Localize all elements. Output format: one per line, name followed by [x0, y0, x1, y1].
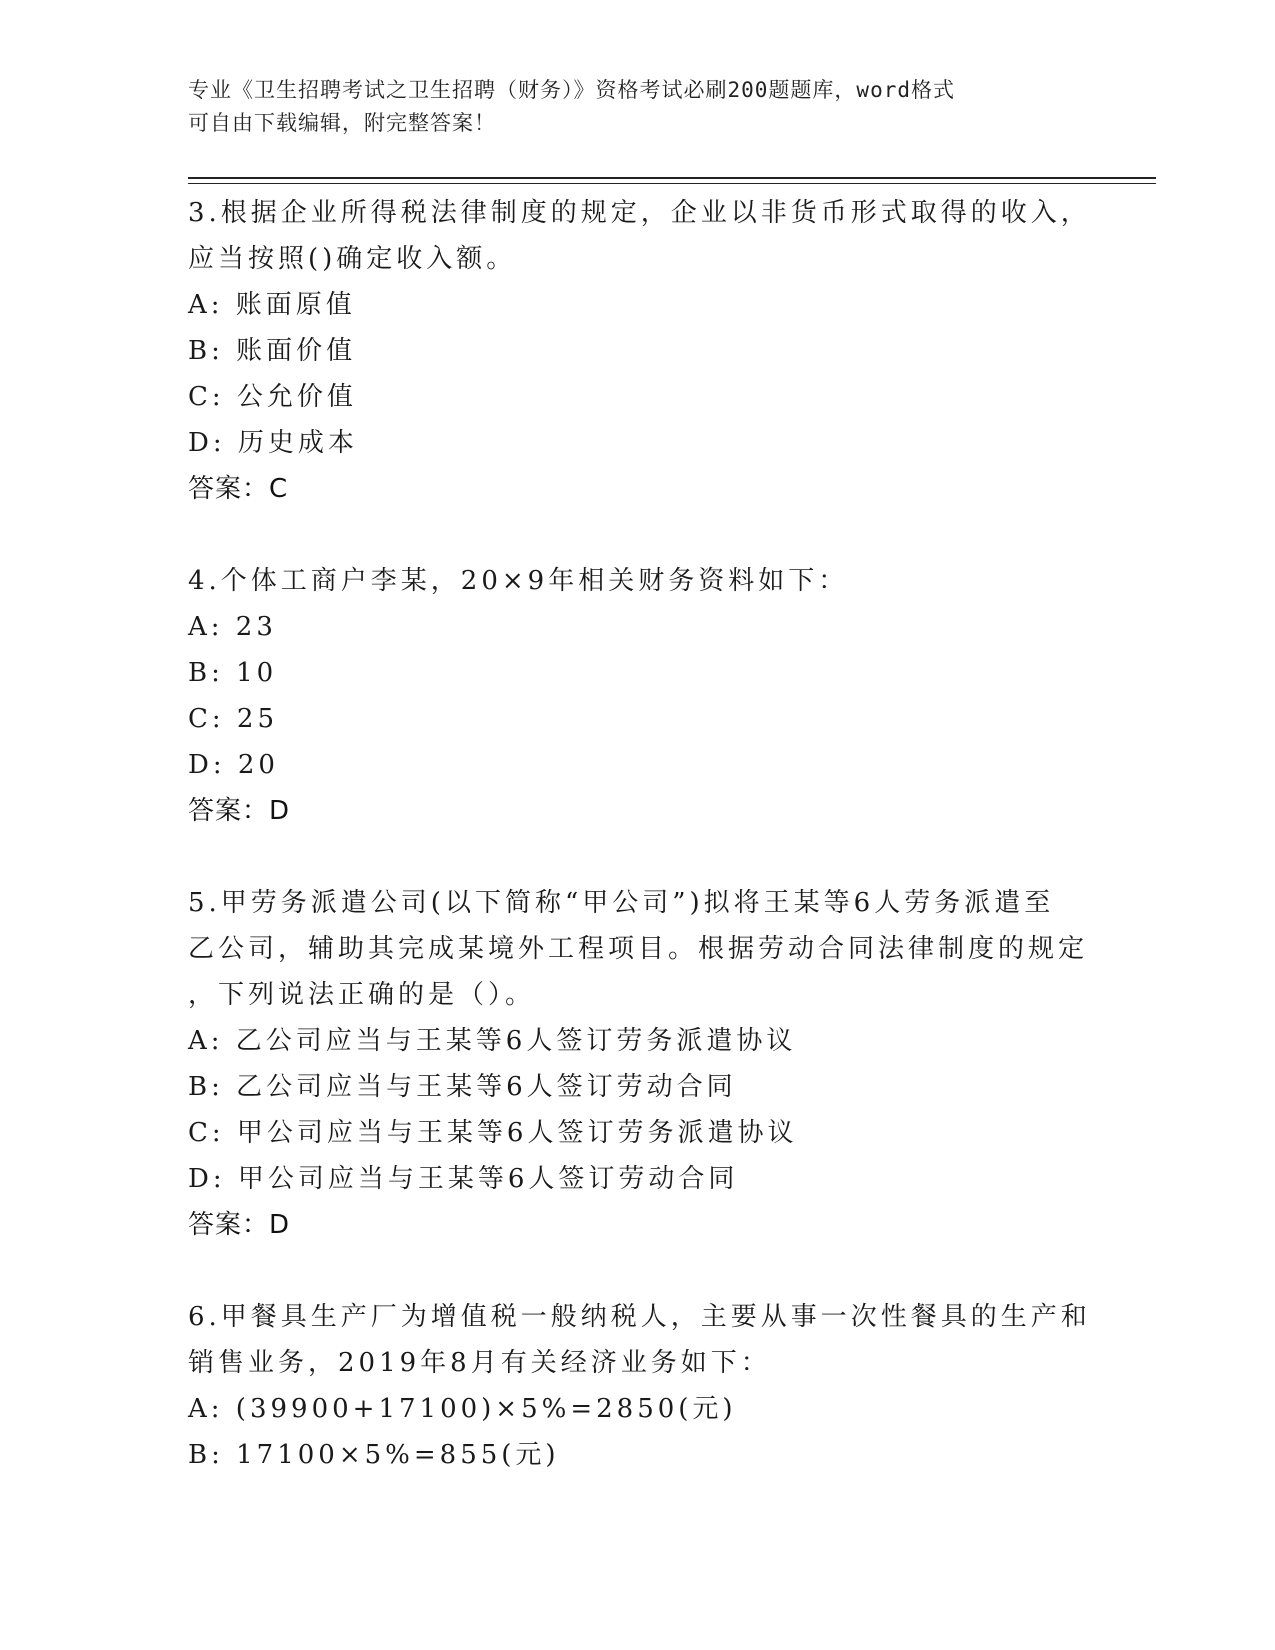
option-b: B: 10	[188, 658, 278, 688]
header-divider-thin	[188, 183, 1156, 184]
option-a: A: 账面原值	[188, 290, 356, 320]
question-5	[188, 880, 1088, 1248]
option-d: D: 甲公司应当与王某等6人签订劳动合同	[188, 1164, 739, 1194]
header-line-1: 专业《卫生招聘考试之卫生招聘（财务）》资格考试必刷200题题库，word格式	[188, 78, 955, 102]
question-6	[188, 1294, 1091, 1478]
question-text: 5.甲劳务派遣公司(以下简称“甲公司”)拟将王某等6人劳务派遣至	[188, 888, 1055, 918]
answer: 答案：C	[188, 474, 289, 504]
question-text: 销售业务，2019年8月有关经济业务如下：	[188, 1348, 771, 1378]
question-list	[188, 190, 1091, 1478]
option-a: A: 23	[188, 612, 277, 642]
option-a: A: (39900+17100)×5%=2850(元)	[188, 1394, 737, 1424]
question-text: 乙公司，辅助其完成某境外工程项目。根据劳动合同法律制度的规定	[188, 934, 1089, 964]
question-text: 6.甲餐具生产厂为增值税一般纳税人，主要从事一次性餐具的生产和	[188, 1302, 1091, 1332]
option-d: D: 20	[188, 750, 279, 780]
option-a: A: 乙公司应当与王某等6人签订劳务派遣协议	[188, 1026, 797, 1056]
question-text: 4.个体工商户李某，20×9年相关财务资料如下：	[188, 566, 849, 596]
question-text: 3.根据企业所得税法律制度的规定，企业以非货币形式取得的收入，	[188, 198, 1091, 228]
question-gap	[188, 1248, 1088, 1294]
option-c: C: 25	[188, 704, 279, 734]
question-gap	[188, 512, 1088, 558]
answer: 答案：D	[188, 796, 291, 826]
question-gap	[188, 834, 1088, 880]
question-text: ，下列说法正确的是（）。	[188, 980, 536, 1010]
answer: 答案：D	[188, 1210, 291, 1240]
question-3	[188, 190, 1091, 512]
option-c: C: 甲公司应当与王某等6人签订劳务派遣协议	[188, 1118, 798, 1148]
question-text: 应当按照()确定收入额。	[188, 244, 517, 274]
option-b: B: 账面价值	[188, 336, 357, 366]
option-d: D: 历史成本	[188, 428, 358, 458]
header-divider-thick	[188, 177, 1156, 179]
option-b: B: 17100×5%=855(元)	[188, 1440, 560, 1470]
option-c: C: 公允价值	[188, 382, 357, 412]
question-4	[188, 558, 1088, 834]
option-b: B: 乙公司应当与王某等6人签订劳动合同	[188, 1072, 737, 1102]
header-line-2: 可自由下载编辑，附完整答案！	[188, 111, 496, 135]
document-header	[188, 74, 1068, 140]
